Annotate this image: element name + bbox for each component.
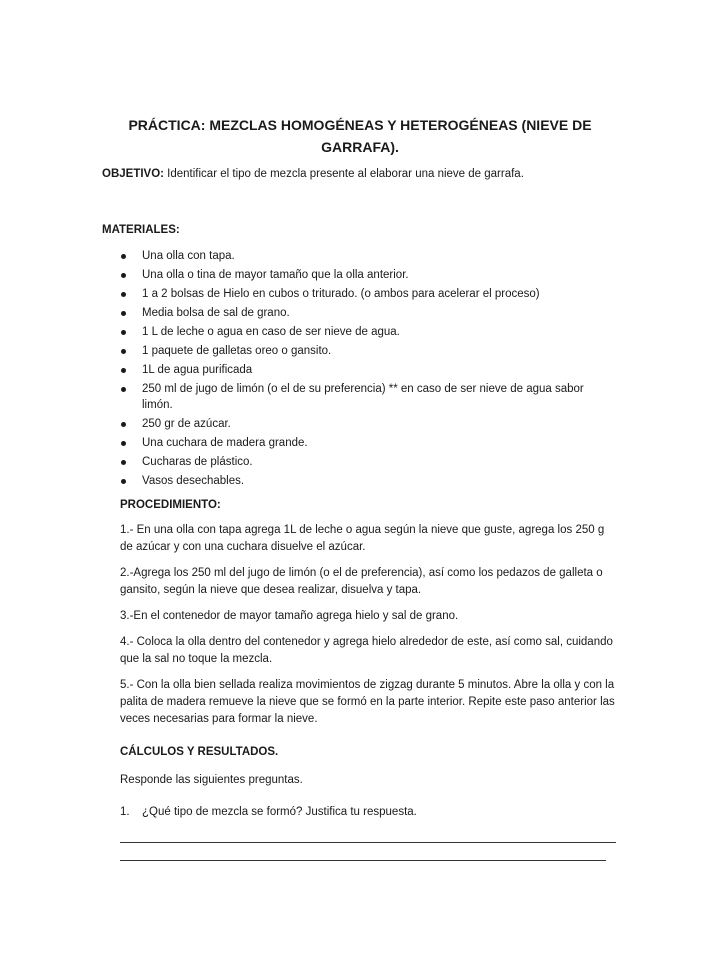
procedure-step: 1.- En una olla con tapa agrega 1L de leche o agua según la nieve que guste, agrega los 250 g de azúcar y con una cuchara disuelve el azúcar.: [120, 524, 605, 553]
list-item: Una olla o tina de mayor tamaño que la olla anterior.: [120, 267, 610, 283]
list-item: Una olla con tapa.: [120, 248, 610, 264]
procedure-steps: [120, 522, 620, 737]
list-item: 1 L de leche o agua en caso de ser nieve de agua.: [120, 324, 610, 340]
list-item: Media bolsa de sal de grano.: [120, 305, 610, 321]
document-title: PRÁCTICA: MEZCLAS HOMOGÉNEAS Y HETEROGÉNEAS (NIEVE DE GARRAFA).: [128, 117, 592, 155]
list-item: Una cuchara de madera grande.: [120, 435, 610, 451]
materials-list: [120, 248, 610, 492]
list-item: 1 a 2 bolsas de Hielo en cubos o triturado. (o ambos para acelerar el proceso): [120, 286, 610, 302]
objective: [102, 166, 662, 182]
objective-label: OBJETIVO:: [102, 168, 164, 180]
list-item: 1 paquete de galletas oreo o gansito.: [120, 343, 610, 359]
procedure-step: 4.- Coloca la olla dentro del contenedor y agrega hielo alrededor de este, así como sal, cuidando que la sal no toque la mezcla.: [120, 636, 613, 665]
question-item: [120, 804, 417, 820]
list-item: 250 ml de jugo de limón (o el de su preferencia) ** en caso de ser nieve de agua sabor limón.: [120, 381, 610, 413]
answer-line: [120, 860, 606, 861]
results-heading: CÁLCULOS Y RESULTADOS.: [120, 746, 279, 758]
objective-text: Identificar el tipo de mezcla presente al elaborar una nieve de garrafa.: [163, 168, 524, 180]
procedure-step: 5.- Con la olla bien sellada realiza movimientos de zigzag durante 5 minutos. Abre la olla y con la palita de madera remueve la nieve que se formó en la parte interior. Repite este paso anterior las veces necesarias para formar la nieve.: [120, 679, 615, 725]
materials-heading: MATERIALES:: [102, 224, 180, 236]
procedure-step: 3.-En el contenedor de mayor tamaño agrega hielo y sal de grano.: [120, 610, 459, 622]
procedure-step: 2.-Agrega los 250 ml del jugo de limón (o el de preferencia), así como los pedazos de galleta o gansito, según la nieve que desea realizar, disuelva y tapa.: [120, 567, 603, 596]
list-item: 250 gr de azúcar.: [120, 416, 610, 432]
list-item: Vasos desechables.: [120, 473, 610, 489]
list-item: 1L de agua purificada: [120, 362, 610, 378]
results-intro: Responde las siguientes preguntas.: [120, 774, 303, 786]
question-number: 1.: [120, 806, 130, 818]
procedure-heading: PROCEDIMIENTO:: [120, 499, 221, 511]
question-text: ¿Qué tipo de mezcla se formó? Justifica tu respuesta.: [142, 806, 417, 818]
answer-line: [120, 842, 616, 843]
list-item: Cucharas de plástico.: [120, 454, 610, 470]
